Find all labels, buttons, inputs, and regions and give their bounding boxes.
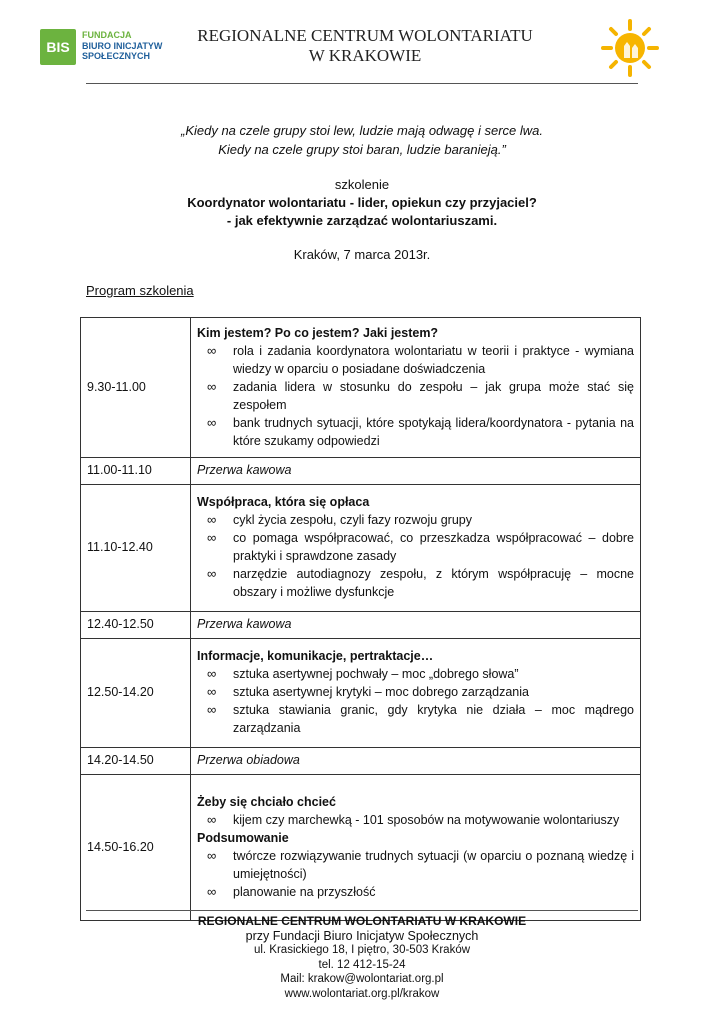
list-item: ∞ kijem czy marchewką - 101 sposobów na motywowanie wolontariuszy [207,811,620,827]
list-item: ∞ sztuka stawiania granic, gdy krytyka nie działa – moc mądrego zarządzania [207,702,634,735]
topic-list [197,665,634,737]
schedule-row-break-2 [81,612,641,639]
bis-logo-text [82,30,162,62]
bis-logo-line-2: BIURO INICJATYW [82,40,163,51]
list-item: ∞ cykl życia zespołu, czyli fazy rozwoju grupy [207,512,472,527]
break-cell: Przerwa kawowa [191,612,641,639]
bis-logo [40,29,180,69]
topic-list [197,342,634,450]
footer-sub: przy Fundacji Biuro Inicjatyw Społecznych [245,928,479,943]
header-title-line-1: REGIONALNE CENTRUM WOLONTARIATU [197,26,533,45]
content-cell [191,318,641,458]
quote-line-2: Kiedy na czele grupy stoi baran, ludzie baranieją.” [218,142,506,157]
time-cell: 12.50-14.20 [81,639,191,748]
list-item: ∞ co pomaga współpracować, co przeszkadza współpracować – dobre praktyki i sprawdzone zasady [207,530,634,563]
time-cell: 11.10-12.40 [81,485,191,612]
infinity-bullet-icon: ∞ [207,530,217,545]
infinity-bullet-icon: ∞ [207,684,217,699]
list-item: ∞ zadania lidera w stosunku do zespołu – jak grupa może stać się zespołem [207,378,634,412]
training-label: szkolenie [334,177,390,192]
list-item: ∞ planowanie na przyszłość [207,883,376,899]
section-title: Kim jestem? Po co jestem? Jaki jestem? [197,325,439,340]
break-cell: Przerwa obiadowa [191,748,641,775]
content-cell [191,775,641,921]
time-cell: 14.50-16.20 [81,775,191,921]
infinity-bullet-icon: ∞ [207,666,217,681]
infinity-bullet-icon: ∞ [207,566,217,581]
sun-icon [600,18,660,78]
header-title [170,26,560,66]
schedule-row-3 [81,639,641,748]
schedule-row-break-1 [81,458,641,485]
infinity-bullet-icon: ∞ [207,512,217,527]
quote [86,121,638,159]
footer-org: REGIONALNE CENTRUM WOLONTARIATU W KRAKOWIE [197,914,527,928]
footer-divider [86,910,638,911]
topic-list [197,847,634,901]
infinity-bullet-icon: ∞ [207,702,217,717]
list-item: ∞ bank trudnych sytuacji, które spotykają lidera/koordynatora - pytania na które szukamy odpowiedzi [207,414,634,448]
topic-list [197,811,634,829]
break-cell: Przerwa kawowa [191,458,641,485]
infinity-bullet-icon: ∞ [207,342,217,358]
schedule-table [80,317,641,921]
infinity-bullet-icon: ∞ [207,847,217,863]
quote-line-1: „Kiedy na czele grupy stoi lew, ludzie mają odwagę i serce lwa. [180,123,543,138]
topic-list [197,511,634,601]
schedule-row-4 [81,775,641,921]
bis-logo-line-1: FUNDACJA [82,30,132,40]
content-cell [191,639,641,748]
infinity-bullet-icon: ∞ [207,378,217,394]
time-cell: 9.30-11.00 [81,318,191,458]
footer [86,914,638,1001]
section-title: Żeby się chciało chcieć [197,794,336,809]
time-cell: 11.00-11.10 [81,458,191,485]
schedule-row-break-3 [81,748,641,775]
time-cell: 14.20-14.50 [81,748,191,775]
infinity-bullet-icon: ∞ [207,883,217,899]
training-title-2: - jak efektywnie zarządzać wolontariuszami. [226,213,498,228]
infinity-bullet-icon: ∞ [207,811,217,827]
schedule-row-2 [81,485,641,612]
list-item: ∞ narzędzie autodiagnozy zespołu, z którym współpracuję – mocne obszary i możliwe dysfunkcje [207,566,634,599]
list-item: ∞ twórcze rozwiązywanie trudnych sytuacji (w oparciu o poznaną wiedzę i umiejętności) [207,847,634,881]
header-title-line-2: W KRAKOWIE [308,46,422,65]
list-item: ∞ rola i zadania koordynatora wolontariatu w teorii i praktyce - wymiana wiedzy w oparciu o posiadane doświadczenia [207,342,634,376]
footer-web[interactable]: www.wolontariat.org.pl/krakow [284,987,440,1000]
training-heading [86,176,638,230]
header-divider [86,83,638,84]
training-date: Kraków, 7 marca 2013r. [293,247,431,262]
schedule-row-1 [81,318,641,458]
list-item: ∞ sztuka asertywnej krytyki – moc dobrego zarządzania [207,684,529,699]
footer-mail[interactable]: Mail: krakow@wolontariat.org.pl [280,973,444,985]
training-title-1: Koordynator wolontariatu - lider, opiekun czy przyjaciel? [187,195,537,210]
infinity-bullet-icon: ∞ [207,414,217,430]
footer-phone: tel. 12 412-15-24 [318,958,406,971]
bis-logo-line-3: SPOŁECZNYCH [82,51,151,61]
list-item: ∞ sztuka asertywnej pochwały – moc „dobrego słowa” [207,666,519,681]
time-cell: 12.40-12.50 [81,612,191,639]
section-title: Podsumowanie [197,830,289,845]
content-cell [191,485,641,612]
program-label: Program szkolenia [86,283,194,298]
footer-address: ul. Krasickiego 18, I piętro, 30-503 Kraków [253,944,471,956]
section-title: Współpraca, która się opłaca [197,495,370,509]
section-title: Informacje, komunikacje, pertraktacje… [197,649,434,663]
bis-logo-mark: BIS [40,29,76,65]
